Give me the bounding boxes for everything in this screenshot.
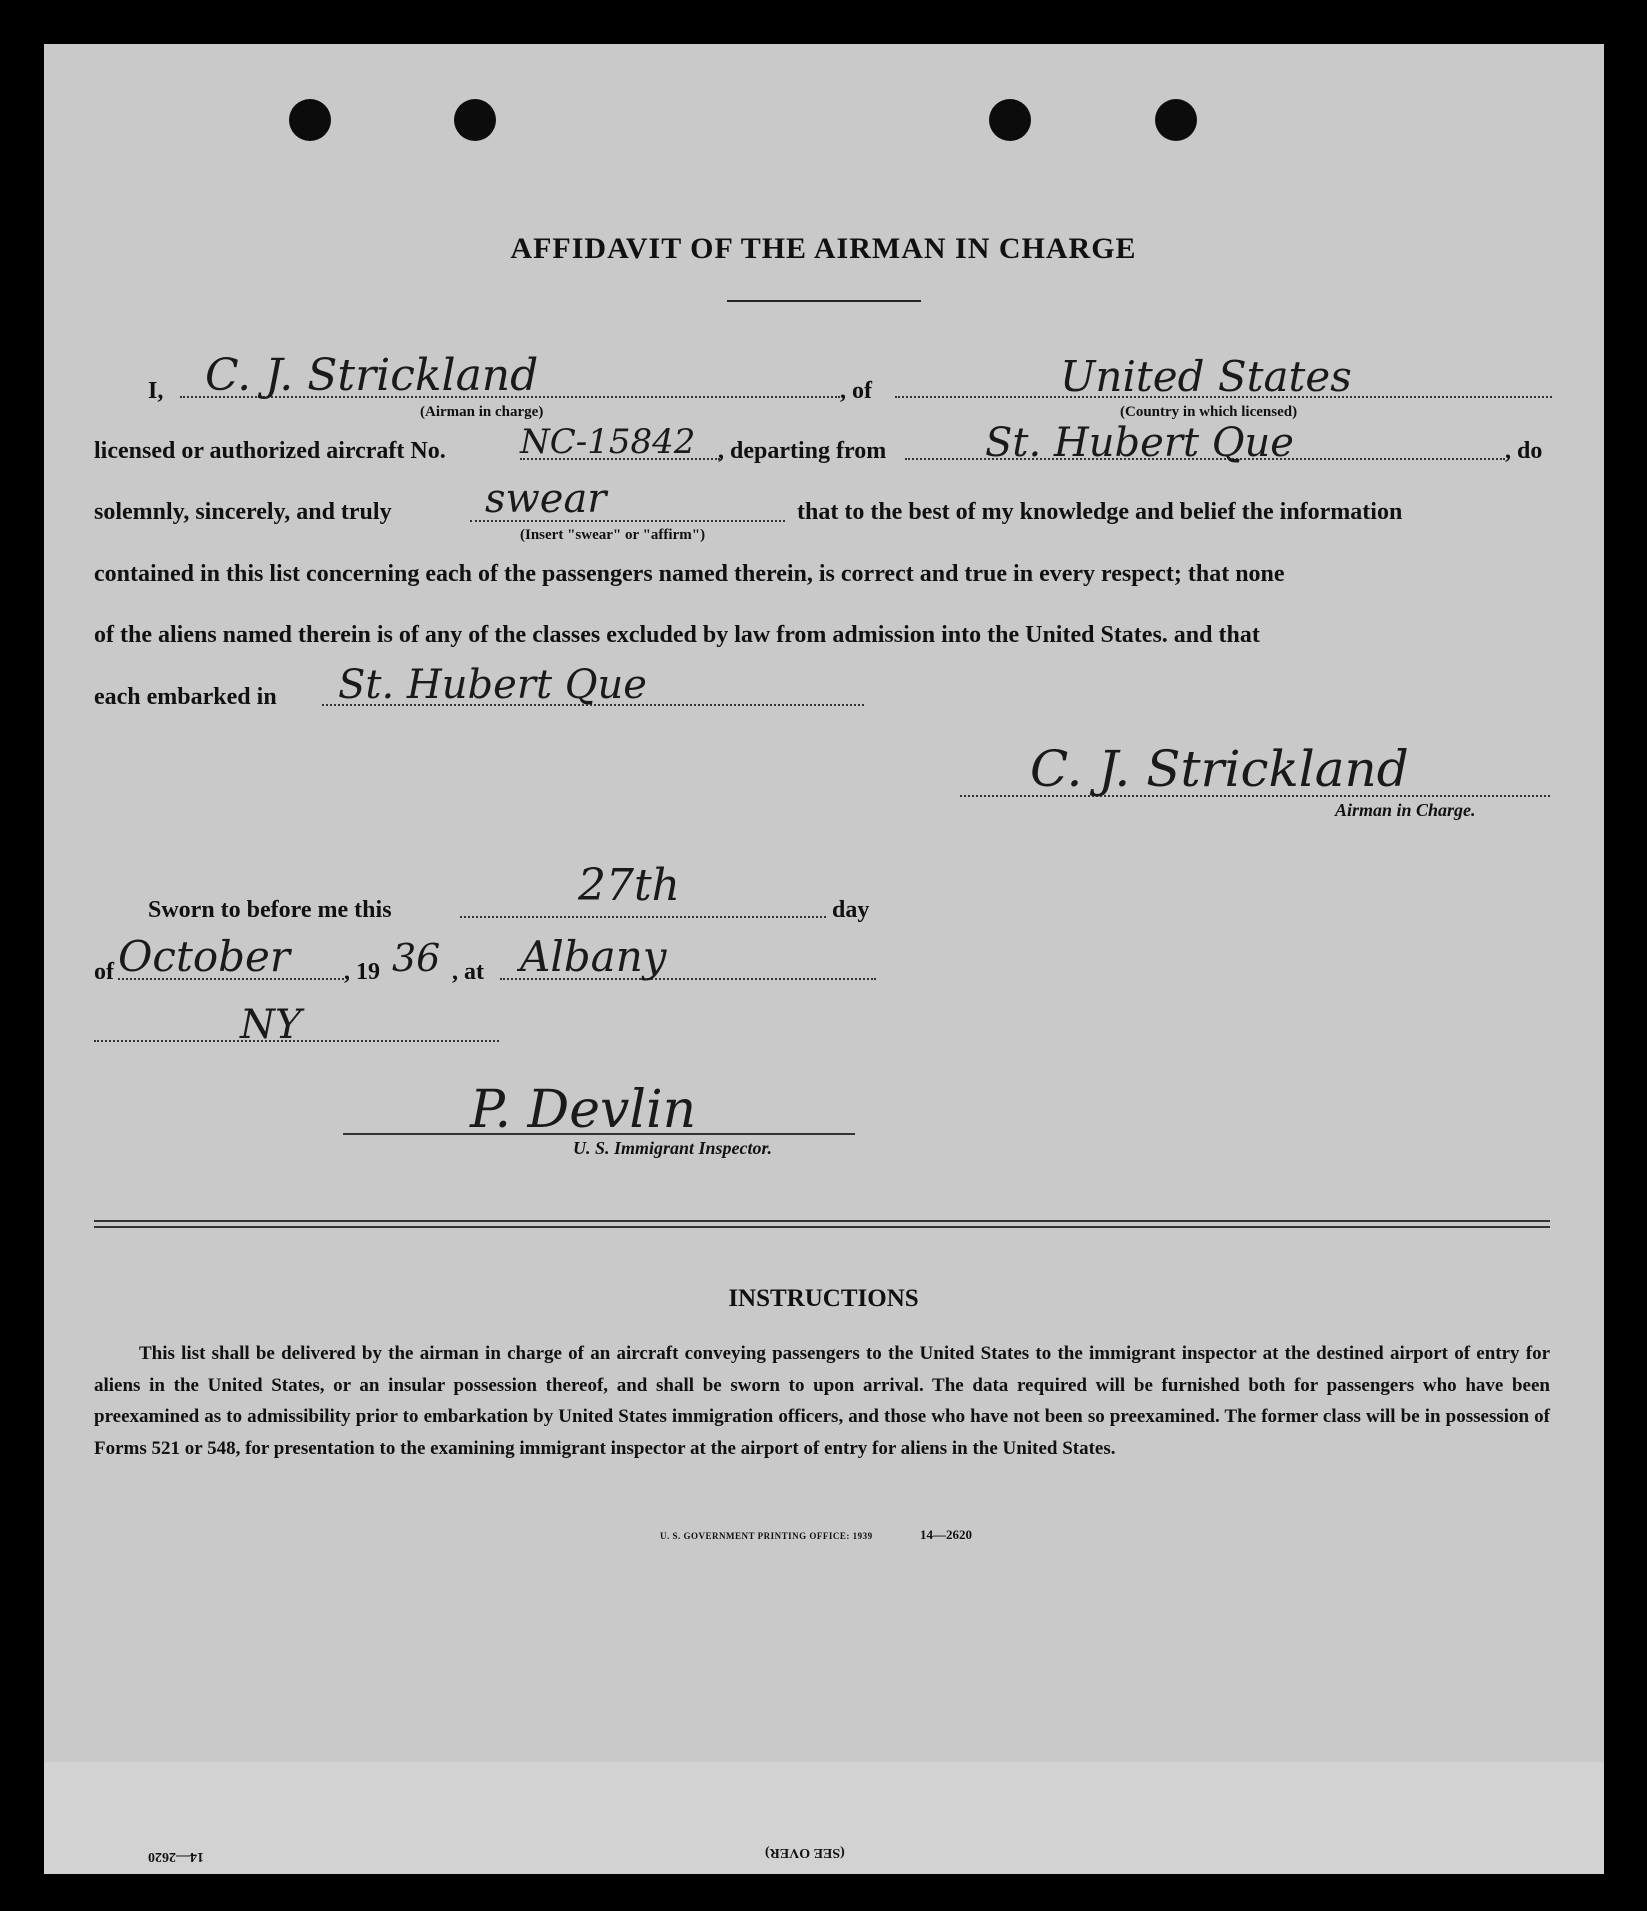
place-value: Albany xyxy=(520,932,667,981)
of-label: , of xyxy=(840,378,872,404)
instructions-body: This list shall be delivered by the airman in charge of an aircraft conveying passengers to the United States to the immigrant inspector at the destined airport of entry for aliens in the United States, or an insular possession thereof, and shall be sworn to upon arrival. The data required will be furnished both for passengers who have been preexamined as to admissibility prior to embarkation by United States immigration officers, and those who have not been so preexamined. The former class will be in possession of Forms 521 or 548, for presentation to the examining immigrant inspector at the airport of entry for aliens in the United States. xyxy=(94,1343,1550,1459)
day-value: 27th xyxy=(578,860,681,911)
punch-hole xyxy=(989,99,1031,141)
country-caption: (Country in which licensed) xyxy=(1120,404,1298,420)
airman-caption: (Airman in charge) xyxy=(420,404,544,420)
oath-value: swear xyxy=(485,476,607,522)
airman-signature: C. J. Strickland xyxy=(1030,740,1409,798)
aircraft-label: licensed or authorized aircraft No. xyxy=(94,438,446,464)
departing-from: St. Hubert Que xyxy=(985,420,1294,466)
embarked-label: each embarked in xyxy=(94,684,277,710)
airman-signature-caption: Airman in Charge. xyxy=(1335,800,1476,820)
section-divider xyxy=(94,1220,1550,1222)
sworn-label: Sworn to before me this xyxy=(148,897,392,923)
title-underline xyxy=(727,300,921,302)
year-suffix: 36 xyxy=(392,936,441,980)
section-divider xyxy=(94,1226,1550,1228)
instructions-heading: INSTRUCTIONS xyxy=(728,1285,919,1312)
year-prefix: , 19 xyxy=(344,959,380,985)
solemnly-label: solemnly, sincerely, and truly xyxy=(94,499,392,525)
at-label: , at xyxy=(452,959,484,985)
embarked-in: St. Hubert Que xyxy=(338,662,647,708)
affidavit-text-line: contained in this list concerning each of the passengers named therein, is correct and true in every respect; that none xyxy=(94,561,1285,587)
form-number: 14—2620 xyxy=(920,1527,972,1542)
airman-name: C. J. Strickland xyxy=(205,350,539,401)
inspector-signature: P. Devlin xyxy=(470,1080,697,1140)
country-value: United States xyxy=(1060,352,1352,401)
place-value-2: NY xyxy=(240,1002,302,1048)
form-number-reversed: 14—2620 xyxy=(148,1849,204,1864)
punch-hole xyxy=(1155,99,1197,141)
departing-label: , departing from xyxy=(718,438,887,464)
punch-hole xyxy=(289,99,331,141)
page-title: AFFIDAVIT OF THE AIRMAN IN CHARGE xyxy=(510,232,1137,265)
day-label: day xyxy=(832,897,870,923)
printing-office-line: U. S. GOVERNMENT PRINTING OFFICE: 1939 xyxy=(660,1531,873,1541)
do-label: , do xyxy=(1505,438,1543,464)
inspector-caption: U. S. Immigrant Inspector. xyxy=(573,1138,773,1158)
oath-caption: (Insert "swear" or "affirm") xyxy=(520,527,706,543)
punch-hole xyxy=(454,99,496,141)
day-line xyxy=(460,916,826,918)
affidavit-text-line: of the aliens named therein is of any of the classes excluded by law from admission into the United States. and that xyxy=(94,622,1260,648)
i-prefix: I, xyxy=(148,378,164,404)
sworn-of-label: of xyxy=(94,959,114,985)
aircraft-number: NC-15842 xyxy=(520,422,696,462)
oath-text-tail: that to the best of my knowledge and belief the information xyxy=(797,499,1403,525)
see-over-text: (SEE OVER) xyxy=(765,1845,845,1860)
month-value: October xyxy=(118,932,290,981)
